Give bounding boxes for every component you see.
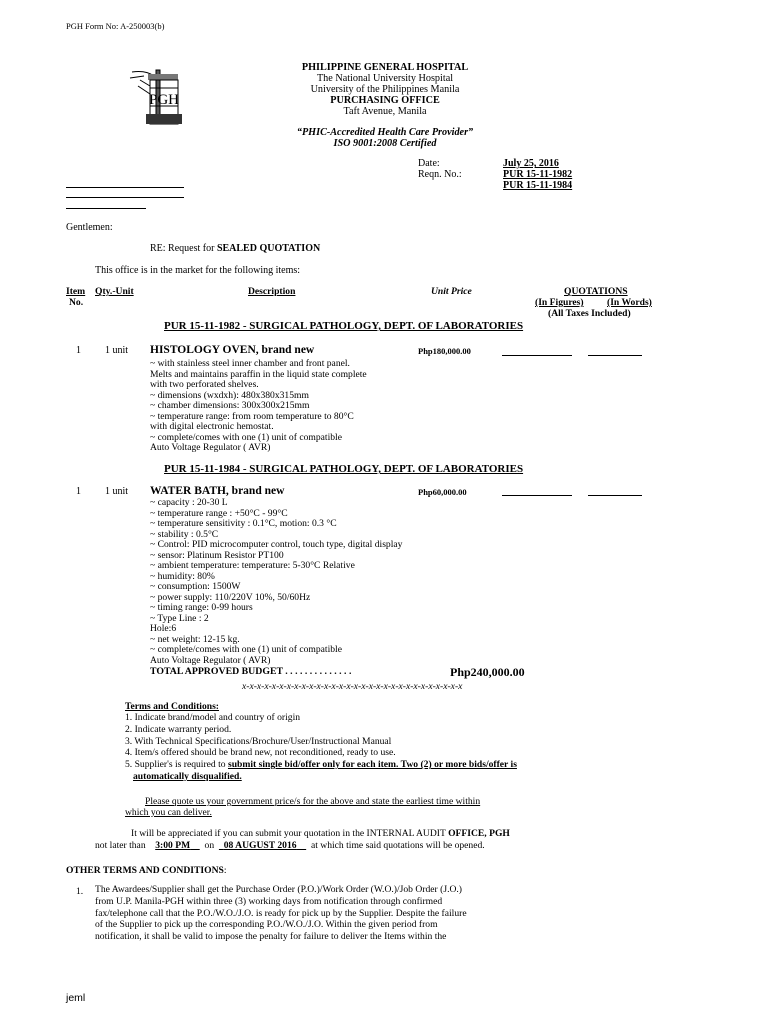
paragraph-line: fax/telephone call that the P.O./W.O./J.O. is ready for pick up by the Supplier. Despite the failure [95, 907, 467, 919]
section-heading-1982: PUR 15-11-1982 - SURGICAL PATHOLOGY, DEPT. OF LABORATORIES [164, 320, 524, 332]
col-description: Description [248, 286, 296, 297]
item-name-histology-oven: HISTOLOGY OVEN, brand new [150, 344, 315, 356]
logo-text: PGH [148, 92, 180, 108]
terms-item: 1. Indicate brand/model and country of origin [125, 712, 301, 723]
spec-line: Auto Voltage Regulator ( AVR) [150, 442, 271, 453]
spec-line: ~ temperature sensitivity : 0.1°C, motion: 0.3 °C [150, 518, 337, 529]
col-quotations: QUOTATIONS [564, 286, 628, 297]
date-label: Date: [418, 158, 440, 169]
col-in-words: (In Words) [607, 297, 652, 308]
total-label: TOTAL APPROVED BUDGET . . . . . . . . . . . . . . [150, 666, 352, 677]
hospital-subtitle: The National University Hospital [316, 73, 454, 84]
spec-line: ~ stability : 0.5°C [150, 528, 219, 540]
quote-figures-blank-2[interactable] [502, 495, 572, 496]
spec-line: ~ with stainless steel inner chamber and front panel. [150, 358, 350, 369]
re-line: RE: Request for SEALED QUOTATION [150, 243, 321, 254]
spec-line: ~ chamber dimensions: 300x300x215mm [150, 400, 310, 411]
deadline-line: not later than 3:00 PM on 08 AUGUST 2016 at which time said quotations will be opened. [95, 840, 485, 851]
col-unit-price: Unit Price [431, 286, 472, 297]
terms-item: 2. Indicate warranty period. [125, 723, 232, 735]
spec-line: ~ net weight: 12-15 kg. [150, 633, 240, 645]
paragraph-line: from U.P. Manila-PGH within three (3) working days from notification through confirmed [95, 895, 443, 907]
spec-line: ~ complete/comes with one (1) unit of compatible [150, 644, 342, 655]
address: Taft Avenue, Manila [343, 106, 427, 117]
spec-line: ~ power supply: 110/220V 10%, 50/60Hz [150, 591, 311, 603]
spec-line: ~ humidity: 80% [150, 570, 215, 582]
spec-line: Melts and maintains paraffin in the liquid state complete [150, 368, 367, 380]
spec-line: Hole:6 [150, 623, 177, 634]
address-blank-1 [66, 187, 184, 188]
university-name: University of the Philippines Manila [310, 84, 460, 95]
terms-list [125, 712, 517, 783]
appreciated-line: It will be appreciated if you can submit your quotation in the INTERNAL AUDIT OFFICE, PGH [131, 828, 510, 839]
iso-certification: ISO 9001:2008 Certified [333, 138, 437, 149]
spec-list-histology-oven [150, 359, 367, 454]
terms-item: 3. With Technical Specifications/Brochure/User/Instructional Manual [125, 735, 392, 747]
col-no: No. [69, 297, 84, 308]
spec-line: ~ Type Line : 2 [150, 612, 209, 624]
spec-line: ~ temperature range : +50°C - 99°C [150, 507, 288, 519]
spec-list-water-bath [150, 498, 402, 666]
col-taxes: (All Taxes Included) [548, 308, 631, 319]
address-blank-2 [66, 197, 184, 198]
other-terms-paragraph [95, 884, 467, 943]
terms-item-5-cont: automatically disqualified. [133, 770, 242, 782]
spec-line: with two perforated shelves. [150, 379, 259, 390]
please-quote-line-1: Please quote us your government price/s for the above and state the earliest time within [145, 796, 481, 807]
paragraph-line: notification, it shall be valid to impose the penalty for failure to deliver the Items within the [95, 931, 447, 943]
spec-line: with digital electronic hemostat. [150, 421, 274, 432]
unit-price-1: Php180,000.00 [418, 346, 471, 356]
office-name: PURCHASING OFFICE [330, 95, 440, 106]
unit-price-2: Php60,000.00 [418, 487, 467, 497]
paragraph-line: of the Supplier to pick up the corresponding P.O./W.O./J.O. Within the given period from [95, 919, 438, 931]
accreditation: “PHIC-Accredited Health Care Provider” [296, 127, 474, 138]
total-value: Php240,000.00 [450, 665, 525, 679]
col-item: Item [66, 286, 86, 297]
section-heading-1984: PUR 15-11-1984 - SURGICAL PATHOLOGY, DEPT. OF LABORATORIES [164, 463, 524, 475]
separator-line: x-x-x-x-x-x-x-x-x-x-x-x-x-x-x-x-x-x-x-x-x-x-x-x-x-x-x-x-x-x [242, 681, 463, 692]
spec-line: ~ timing range: 0-99 hours [150, 602, 253, 613]
spec-line: ~ Control: PID microcomputer control, touch type, digital display [150, 539, 403, 550]
paragraph-line: The Awardees/Supplier shall get the Purchase Order (P.O.)/Work Order (W.O.)/Job Order (J.O.) [95, 884, 462, 895]
spec-line: ~ capacity : 20-30 L [150, 497, 228, 508]
quote-words-blank-1[interactable] [588, 355, 642, 356]
reqn-label: Reqn. No.: [418, 169, 462, 180]
other-terms-number: 1. [76, 886, 84, 897]
col-in-figures: (In Figures) [535, 297, 584, 308]
date-value: July 25, 2016 [503, 158, 559, 169]
intro-text: This office is in the market for the following items: [95, 265, 301, 276]
spec-line: Auto Voltage Regulator ( AVR) [150, 654, 271, 666]
terms-title: Terms and Conditions: [125, 701, 220, 712]
item-name-water-bath: WATER BATH, brand new [150, 485, 285, 497]
item-no-2: 1 [76, 486, 81, 497]
please-quote-line-2: which you can deliver. [125, 807, 212, 818]
terms-item-5: 5. Supplier's is required to submit single bid/offer only for each item. Two (2) or more bids/offer is [125, 759, 517, 771]
spec-line: ~ temperature range: from room temperature to 80°C [150, 410, 354, 422]
qty-1: 1 unit [105, 345, 129, 356]
col-qty: Qty.-Unit [95, 286, 134, 297]
address-blank-3 [66, 208, 146, 209]
qty-2: 1 unit [105, 486, 129, 497]
spec-line: ~ sensor: Platinum Resistor PT100 [150, 549, 284, 561]
spec-line: ~ ambient temperature: temperature: 5-30°C Relative [150, 560, 355, 571]
other-terms-title: OTHER TERMS AND CONDITIONS: [66, 865, 227, 876]
reqn-value-2: PUR 15-11-1984 [503, 180, 573, 191]
terms-item: 4. Item/s offered should be brand new, not reconditioned, ready to use. [125, 747, 396, 759]
footer-initials: jeml [66, 992, 86, 1004]
spec-line: ~ dimensions (wxdxh): 480x380x315mm [150, 389, 309, 401]
form-number: PGH Form No: A-250003(b) [66, 21, 165, 31]
salutation: Gentlemen: [66, 222, 113, 233]
item-no-1: 1 [76, 345, 81, 356]
spec-line: ~ consumption: 1500W [150, 581, 241, 592]
reqn-value-1: PUR 15-11-1982 [503, 169, 573, 180]
quote-words-blank-2[interactable] [588, 495, 642, 496]
quote-figures-blank-1[interactable] [502, 355, 572, 356]
hospital-name: PHILIPPINE GENERAL HOSPITAL [301, 62, 469, 73]
spec-line: ~ complete/comes with one (1) unit of compatible [150, 431, 342, 443]
